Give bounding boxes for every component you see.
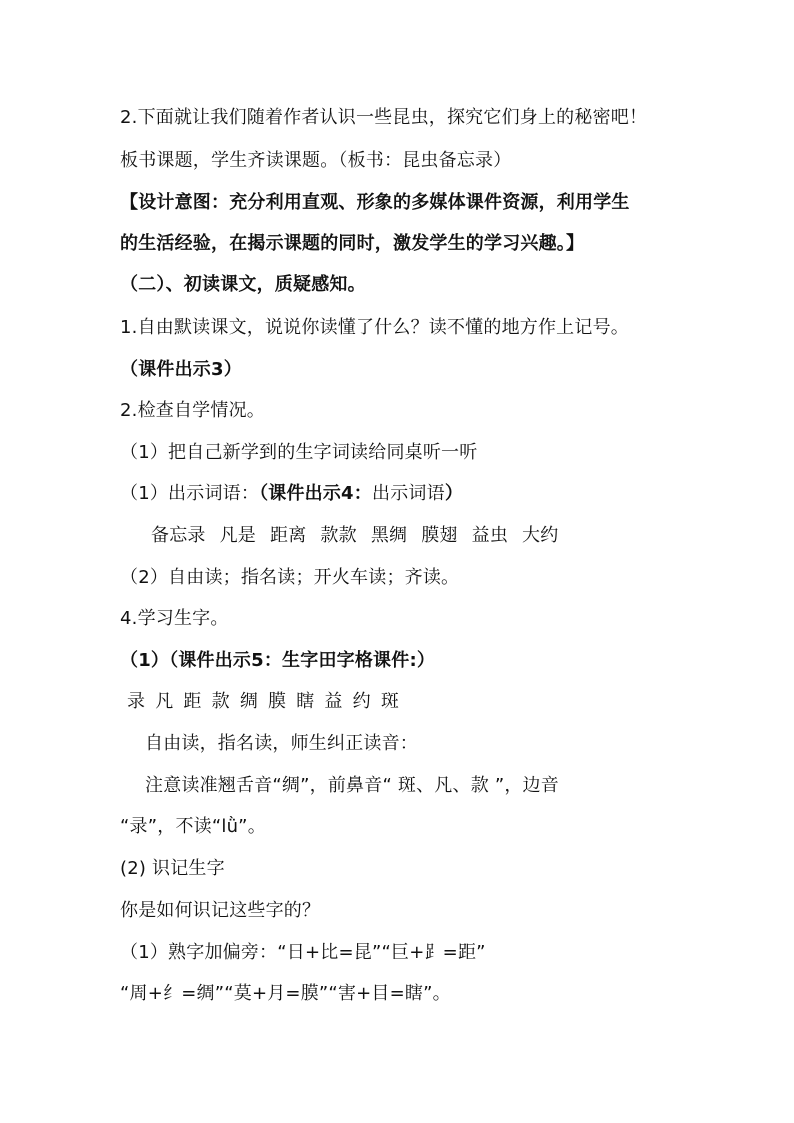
- courseware-note: （1）（课件出示5：生字田字格课件:）: [120, 650, 436, 671]
- new-char: 距: [183, 691, 202, 712]
- new-char: 录: [127, 691, 146, 712]
- paragraph-line: 4.学习生字。: [120, 608, 229, 629]
- paragraph-line: 2.检查自学情况。: [120, 400, 265, 421]
- paragraph-line: (2) 识记生字: [120, 858, 225, 879]
- vocab-word: 凡是: [219, 525, 257, 546]
- new-char: 凡: [155, 691, 174, 712]
- courseware-note-close: ）: [444, 483, 464, 504]
- new-char: 款: [211, 691, 230, 712]
- paragraph-line: 自由读，指名读，师生纠正读音：: [145, 733, 418, 754]
- vocab-word: 大约: [522, 525, 559, 546]
- new-char: 益: [324, 691, 343, 712]
- new-char: 斑: [380, 691, 400, 712]
- design-intent-line: 【设计意图：充分利用直观、形象的多媒体课件资源，利用学生: [120, 192, 630, 213]
- courseware-note: （课件出示4：: [259, 483, 372, 504]
- paragraph-line: “周+纟=绸”“莫+月=膜”“害+目=瞎”。: [120, 983, 451, 1004]
- vocab-word: 距离: [270, 525, 307, 546]
- paragraph-line: 1.自由默读课文，说说你读懂了什么？读不懂的地方作上记号。: [120, 317, 629, 338]
- new-char: 约: [352, 691, 371, 712]
- vocab-intro-line: [120, 481, 463, 507]
- vocab-word: 益虫: [471, 525, 509, 546]
- paragraph-line: （2）自由读；指名读；开火车读；齐读。: [120, 567, 460, 588]
- paragraph-line: 板书课题，学生齐读课题。（板书：昆虫备忘录）: [120, 150, 512, 171]
- courseware-note: （课件出示3）: [120, 359, 242, 380]
- new-char-list: [127, 689, 409, 715]
- new-char: 绸: [239, 691, 259, 712]
- vocab-word: 备忘录: [151, 525, 206, 546]
- paragraph-line: “录”，不读“lǜ”。: [120, 816, 266, 837]
- paragraph-line: 你是如何识记这些字的？: [120, 900, 321, 921]
- vocab-intro-label: （1）出示词语：: [120, 483, 260, 504]
- vocab-word: 膜翅: [421, 525, 458, 546]
- paragraph-line: （1）熟字加偏旁：“日+比=昆”“巨+⻊=距”: [120, 942, 486, 963]
- courseware-note-text: 出示词语: [372, 483, 445, 504]
- vocab-word: 款款: [320, 525, 357, 546]
- vocab-word: 黑绸: [370, 525, 408, 546]
- paragraph-line: 注意读准翘舌音“绸”，前鼻音“ 斑、凡、款 ”，边音: [145, 775, 559, 796]
- paragraph-line: 2.下面就让我们随着作者认识一些昆虫，探究它们身上的秘密吧！: [120, 107, 648, 128]
- new-char: 膜: [268, 691, 287, 712]
- vocab-word-list: [151, 523, 572, 549]
- design-intent-line: 的生活经验，在揭示课题的同时，激发学生的学习兴趣。】: [120, 233, 585, 254]
- section-heading: （二）、初读课文，质疑感知。: [120, 274, 366, 295]
- paragraph-line: （1）把自己新学到的生字词读给同桌听一听: [120, 442, 478, 463]
- new-char: 瞎: [296, 691, 315, 712]
